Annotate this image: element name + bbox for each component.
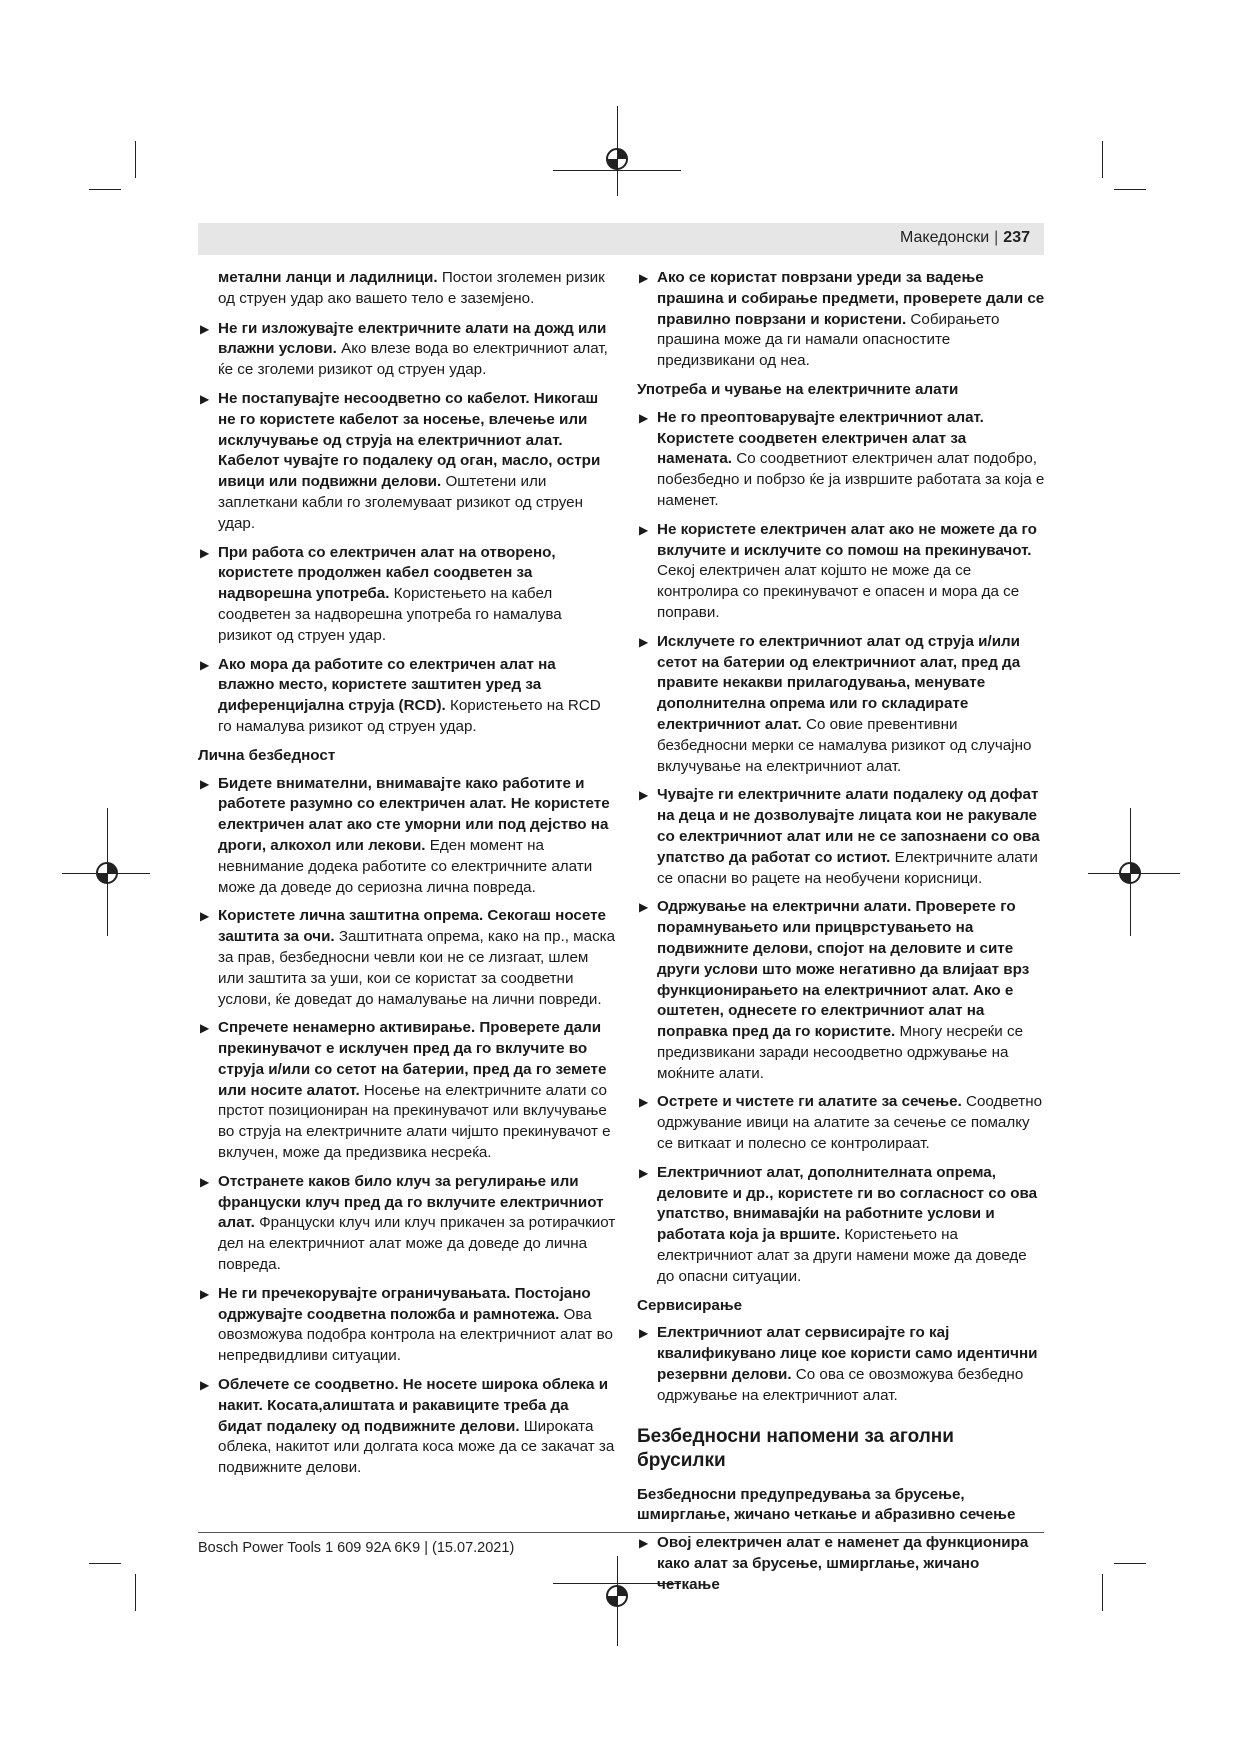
list-item: ▶ Одржување на електрични алати. Проверете го порамнувањето или прицврстувањето на подвижните делови, спојот на деловите и сите други услови што може негативно да влијаат врз функционирањето на електричниот алат. Ако е оштетен, однесете го електричниот алат на поправка пред да го користите. Многу несреќи се предизвикани заради несоодветно одржување на моќните алати. (639, 898, 1030, 1082)
list-item: ▶ Облечете се соодветно. Не носете широка облека и накит. Косата,алиштата и ракавиците треба да бидат подалеку од подвижните делови. Широката облека, накитот или долгата коса може да се закачат за подвижните делови. (200, 1376, 615, 1477)
list-item: ▶ Чувајте ги електричните алати подалеку од дофат на деца и не дозволувајте лицата кои не ракувале со електричниот алат или не се запознаени со ова упатство да работат со истиот. Електричните алати се опасни во рацете на необучени корисници. (639, 786, 1040, 887)
list-item: ▶ Електричниот алат сервисирајте го кај квалификувано лице кое користи само идентични резервни делови. Со ова се овозможува безбедно одржување на електричниот алат. (639, 1324, 1038, 1404)
page-footer: Bosch Power Tools 1 609 92A 6K9 | (15.07.2021) (198, 1540, 515, 1556)
list-item: ▶ Отстранете каков било клуч за регулирање или француски клуч пред да го вклучите електричниот алат. Француски клуч или клуч прикачен за ротирачкиот дел на електричниот алат може да доведе до лична повреда. (200, 1172, 616, 1274)
crop-mark (1102, 141, 1103, 178)
header-language: Македонски (900, 229, 990, 246)
subheading-service: Сервисирање (637, 1296, 743, 1314)
bullet-arrow-icon: ▶ (639, 410, 649, 425)
bullet-arrow-icon: ▶ (200, 1021, 210, 1036)
bullet-arrow-icon: ▶ (200, 1174, 210, 1189)
list-item: ▶ Острете и чистете ги алатите за сечење. Соодветно одржувание ивици на алатите за сечење се помалку се виткаат и полесно се контролираат. (639, 1093, 1043, 1153)
list-item: ▶ При работа со електричен алат на отворено, користете продолжен кабел соодветен за надворешна употреба. Користењето на кабел соодветен за надворешна употреба го намалува ризикот од струен удар. (200, 543, 562, 644)
bullet-arrow-icon: ▶ (639, 1095, 649, 1110)
list-item: ▶ Користете лична заштитна опрема. Секогаш носете заштита за очи. Заштитната опрема, како на пр., маска за прав, безбедносни чевли кои не се лизгаат, шлем или заштита за уши, кои се користат за соодветни услови, ќе доведат до намалување на лични повреди. (200, 907, 616, 1008)
crop-mark (135, 1574, 136, 1611)
crop-mark (135, 141, 136, 178)
subheading-use-and-care: Употреба и чување на електричните алати (637, 380, 959, 398)
bullet-arrow-icon: ▶ (639, 788, 649, 803)
list-item: ▶ Не ги пречекорувајте ограничувањата. Постојано одржувајте соодветна положба и рамнотежа. Ова овозможува подобра контрола на електричниот алат во непредвидливи ситуации. (200, 1284, 613, 1365)
bullet-arrow-icon: ▶ (639, 1536, 649, 1551)
bullet-arrow-icon: ▶ (639, 900, 649, 915)
crop-mark (1102, 1574, 1103, 1611)
list-item: ▶ Не постапувајте несоодветно со кабелот. Никогаш не го користете кабелот за носење, влечење или исклучување од струја на електричниот алат. Кабелот чувајте го подалеку од оган, масло, остри ивици или подвижни делови. Оштетени или заплеткани кабли го зголемуваат ризикот од струен удар. (200, 389, 601, 532)
bullet-arrow-icon: ▶ (200, 1286, 210, 1301)
continued-paragraph: метални ланци и ладилници. Постои зголемен ризик од струен удар ако вашето тело е заземјено. (218, 269, 605, 307)
list-item: ▶ Ако се користат поврзани уреди за вадење прашина и собирање предмети, проверете дали се правилно поврзани и користени. Собирањето прашина може да ги намали опасностите предизвикани од неа. (639, 269, 1045, 370)
crop-mark (1114, 1563, 1146, 1564)
bullet-arrow-icon: ▶ (639, 1326, 649, 1341)
registration-mark-icon (604, 1583, 630, 1609)
list-item: ▶ Електричниот алат, дополнителната опрема, деловите и др., користете ги во согласност со ова упатство, внимавајќи на работните услови и работата која ја вршите. Користењето на електричниот алат за други намени може да доведе до опасни ситуации. (639, 1163, 1038, 1285)
bullet-arrow-icon: ▶ (200, 1378, 210, 1393)
bullet-arrow-icon: ▶ (639, 1165, 649, 1180)
subheading-warnings: Безбедносни предупредувања за брусење, шмирглање, жичано четкање и абразивно сечење (637, 1485, 1016, 1524)
bullet-arrow-icon: ▶ (200, 545, 210, 560)
page-number: 237 (1003, 229, 1030, 246)
list-item: ▶ Не ги изложувајте електричните алати на дожд или влажни услови. Ако влезе вода во електричниот алат, ќе се зголеми ризикот од струен удар. (200, 319, 608, 379)
subheading-personal-safety: Лична безбедност (198, 746, 336, 764)
bullet-arrow-icon: ▶ (200, 321, 210, 336)
left-column (198, 268, 616, 1487)
bullet-arrow-icon: ▶ (200, 776, 210, 791)
header-text: Македонски | 237 (900, 229, 1030, 246)
section-heading: Безбедносни напомени за аголни брусилки (637, 1425, 954, 1471)
registration-mark-icon (1117, 860, 1143, 886)
list-item: ▶ Не користете електричен алат ако не можете да го вклучите и исклучите со помош на прекинувачот. Секој електричен алат којшто не може да се контролира со прекинувачот е опасен и мора да се поправи. (639, 520, 1037, 621)
registration-mark-icon (604, 146, 630, 172)
crop-mark (1114, 189, 1146, 190)
list-item: ▶ Спречете ненамерно активирање. Проверете дали прекинувачот е исклучен пред да го вклучите во струја и/или со сетот на батерии, пред да го земете или носите алатот. Носење на електричните алати со прстот позиционирaн на прекинувачот или вклучување во струја на електричните алати чијшто прекинувачот е вклучен, може да предизвика несреќа. (200, 1019, 611, 1162)
bullet-arrow-icon: ▶ (200, 391, 210, 406)
bullet-arrow-icon: ▶ (639, 271, 649, 285)
list-item: ▶ Бидете внимателни, внимавајте како работите и работете разумно со електричен алат. Не користете електричен алат ако сте уморни или под дејство на дроги, алкохол или лекови. Еден момент на невнимание додека работите со електричните алати може да доведе до сериозна лична повреда. (200, 774, 610, 896)
list-item: ▶ Исклучете го електричниот алат од струја и/или сетот на батерии од електричниот алат, пред да правите некакви прилагодувања, менувате дополнителна опрема или го складирате електричниот алат. Со овие превентивни безбедносни мерки се намалува ризикот од случајно вклучување на електричниот алат. (639, 632, 1032, 775)
right-column (637, 268, 1045, 1604)
list-item: ▶ Не го преоптоварувајте електричниот алат. Користете соодветен електричен алат за намената. Со соодветниот електричен алат подобро, побезбедно и побрзо ќе ја извршите работата за која е наменет. (639, 408, 1045, 509)
crop-mark (89, 1563, 121, 1564)
bullet-arrow-icon: ▶ (639, 634, 649, 649)
footer-divider (198, 1532, 1044, 1533)
page-header (198, 223, 1044, 255)
list-item: ▶ Овој електричен алат е наменет да функционира како алат за брусење, шмирглање, жичано четкање (639, 1534, 1029, 1593)
list-item: ▶ Ако мора да работите со електричен алат на влажно место, користете заштитен уред за диференцијална струја (RCD). Користењето на RCD го намалува ризикот од струен удар. (200, 655, 601, 735)
registration-mark-icon (94, 860, 120, 886)
bullet-arrow-icon: ▶ (639, 522, 649, 537)
bullet-arrow-icon: ▶ (200, 909, 210, 924)
bullet-arrow-icon: ▶ (200, 657, 210, 672)
crop-mark (89, 189, 121, 190)
